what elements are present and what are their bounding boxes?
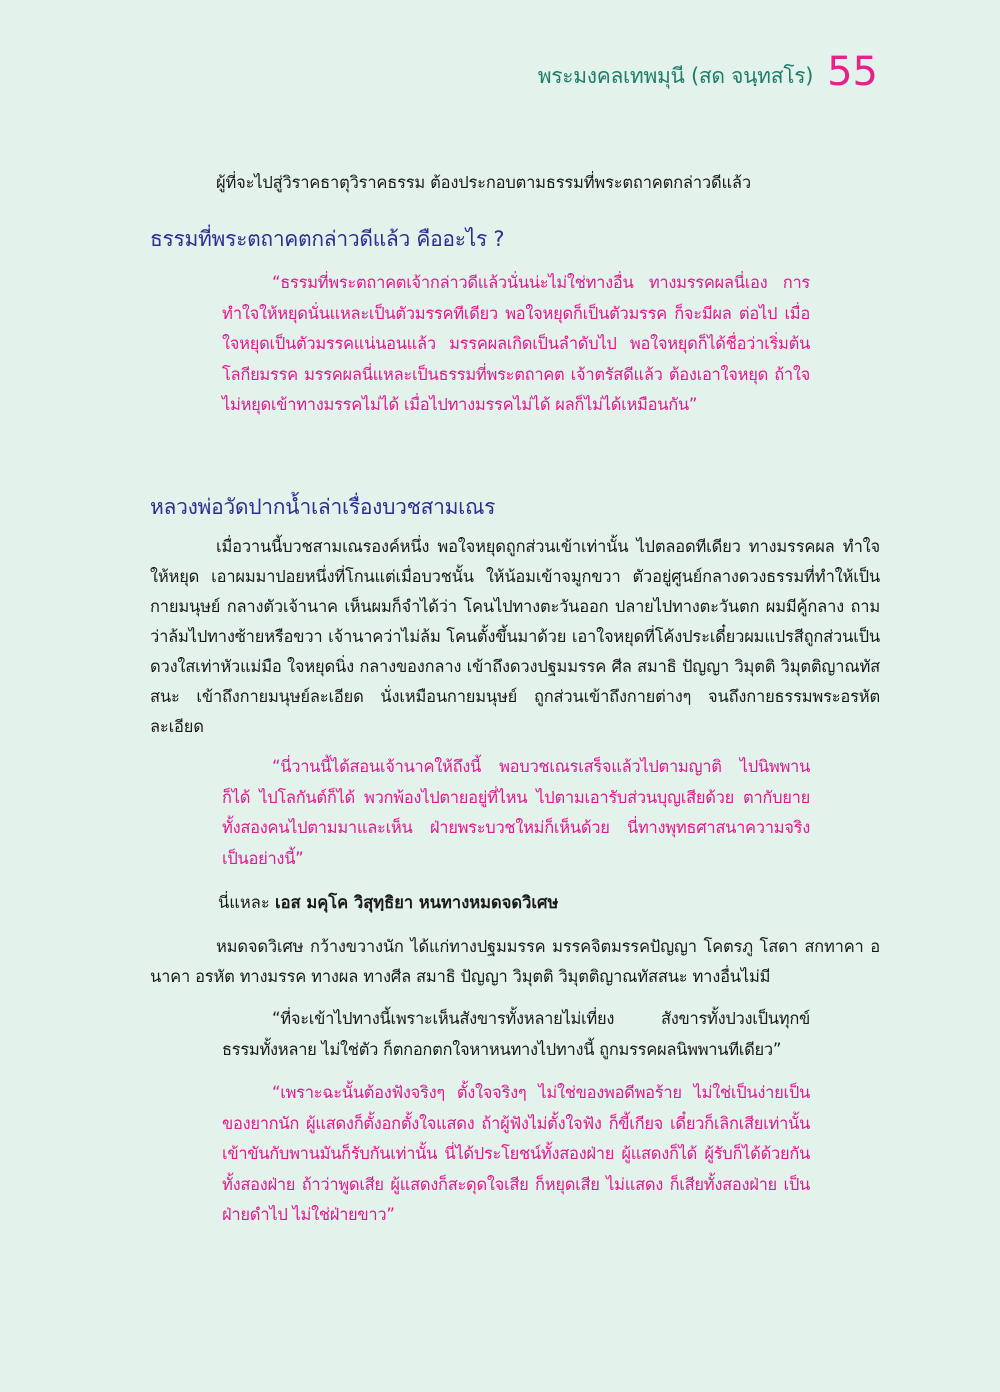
intro-text: ผู้ที่จะไปสู่วิราคธาตุวิราคธรรม ต้องประกอบตามธรรมที่พระตถาคตกล่าวดีแล้ว: [216, 173, 751, 192]
section-heading-story: หลวงพ่อวัดปากน้ำเล่าเรื่องบวชสามเณร: [150, 495, 496, 519]
pali-line: [218, 888, 558, 918]
quote-listening: [222, 1078, 810, 1231]
quote-listening-text: “เพราะฉะนั้นต้องฟังจริงๆ ตั้งใจจริงๆ ไม่ใช่ของพอดีพอร้าย ไม่ใช่เป็นง่ายเป็นของยากนัก ผู้แสดงก็ตั้งอกตั้งใจแสดง ถ้าผู้ฟังไม่ตั้งใจฟัง ก็ขี้เกียจ เดี๋ยวก็เลิกเสียเท่านั้น เข้าขันกับพานมันก็รับกันเท่านั้น นี่ได้ประโยชน์ทั้งสองฝ่าย ผู้แสดงก็ได้ ผู้รับก็ได้ด้วยกันทั้งสองฝ่าย ถ้าว่าพูดเสีย ผู้แสดงก็สะดุดใจเสีย ก็หยุดเสีย ไม่แสดง ก็เสียทั้งสองฝ่าย เป็นฝ่ายดำไป ไม่ใช่ฝ่ายขาว”: [222, 1083, 810, 1224]
story-paragraph: [150, 532, 880, 742]
quote-novice-text: “นี่วานนี้ได้สอนเจ้านาคให้ถึงนี้ พอบวชเณรเสร็จแล้วไปตามญาติ ไปนิพพานก็ได้ ไปโลกันต์ก็ได้ พวกพ้องไปตายอยู่ที่ไหน ไปตามเอารับส่วนบุญเสียด้วย ตากับยายทั้งสองคนไปตามมาและเห็น ฝ่ายพระบวชใหม่ก็เห็นด้วย นี่ทางพุทธศาสนาความจริงเป็นอย่างนี้”: [222, 757, 810, 868]
page-number: 55: [827, 49, 878, 95]
path-paragraph: [150, 932, 880, 992]
intro-paragraph: [150, 168, 880, 198]
quote-novice: [222, 752, 810, 874]
running-header-title: พระมงคลเทพมุนี (สด จนฺทสโร): [537, 64, 814, 88]
path-text: หมดจดวิเศษ กว้างขวางนัก ได้แก่ทางปฐมมรรค มรรคจิตมรรคปัญญา โคตรภู โสดา สกทาคา อนาคา อรหัต ทางมรรค ทางผล ทางศีล สมาธิ ปัญญา วิมุตติ วิมุตติญาณทัสสนะ ทางอื่นไม่มี: [150, 937, 880, 986]
quote-impermanence-text: “ที่จะเข้าไปทางนี้เพราะเห็นสังขารทั้งหลายไม่เที่ยง สังขารทั้งปวงเป็นทุกข์ ธรรมทั้งหลาย ไม่ใช่ตัว ก็ตกอกตกใจหาหนทางไปทางนี้ ถูกมรรคผลนิพพานทีเดียว”: [222, 1009, 810, 1059]
pali-text: เอส มคุโค วิสุทฺธิยา หนทางหมดจดวิเศษ: [275, 893, 559, 912]
quote-impermanence: [222, 1004, 810, 1065]
pali-prefix: นี่แหละ: [218, 893, 276, 912]
quote-dhamma: [222, 268, 810, 421]
story-text: เมื่อวานนี้บวชสามเณรองค์หนึ่ง พอใจหยุดถูกส่วนเข้าเท่านั้น ไปตลอดทีเดียว ทางมรรคผล ทำใจให้หยุด เอาผมมาปอยหนึ่งที่โกนแต่เมื่อบวชนั้น ให้น้อมเข้าจมูกขวา ตัวอยู่ศูนย์กลางดวงธรรมที่ทำให้เป็นกายมนุษย์ กลางตัวเจ้านาค เห็นผมก็จำได้ว่า โคนไปทางตะวันออก ปลายไปทางตะวันตก ผมมีคู้กลาง ถามว่าล้มไปทางซ้ายหรือขวา เจ้านาคว่าไม่ล้ม โคนตั้งขึ้นมาด้วย เอาใจหยุดที่โค้งประเดี๋ยวผมแปรสีถูกส่วนเป็นดวงใสเท่าหัวแม่มือ ใจหยุดนิ่ง กลางของกลาง เข้าถึงดวงปฐมมรรค ศีล สมาธิ ปัญญา วิมุตติ วิมุตติญาณทัสสนะ เข้าถึงกายมนุษย์ละเอียด นั่งเหมือนกายมนุษย์ ถูกส่วนเข้าถึงกายต่างๆ จนถึงกายธรรมพระอรหัตละเอียด: [150, 537, 880, 736]
quote-dhamma-text: “ธรรมที่พระตถาคตเจ้ากล่าวดีแล้วนั่นน่ะไม่ใช่ทางอื่น ทางมรรคผลนี่เอง การทำใจให้หยุดนั่นแหละเป็นตัวมรรคทีเดียว พอใจหยุดก็เป็นตัวมรรค ก็จะมีผล ต่อไป เมื่อใจหยุดเป็นตัวมรรคแน่นอนแล้ว มรรคผลเกิดเป็นลำดับไป พอใจหยุดก็ได้ชื่อว่าเริ่มต้นโลกียมรรค มรรคผลนี่แหละเป็นธรรมที่พระตถาคต เจ้าตรัสดีแล้ว ต้องเอาใจหยุด ถ้าใจไม่หยุดเข้าทางมรรคไม่ได้ เมื่อไปทางมรรคไม่ได้ ผลก็ไม่ได้เหมือนกัน”: [222, 273, 810, 414]
page-header: [538, 50, 878, 94]
section-heading-dhamma: ธรรมที่พระตถาคตกล่าวดีแล้ว คืออะไร ?: [150, 227, 505, 251]
